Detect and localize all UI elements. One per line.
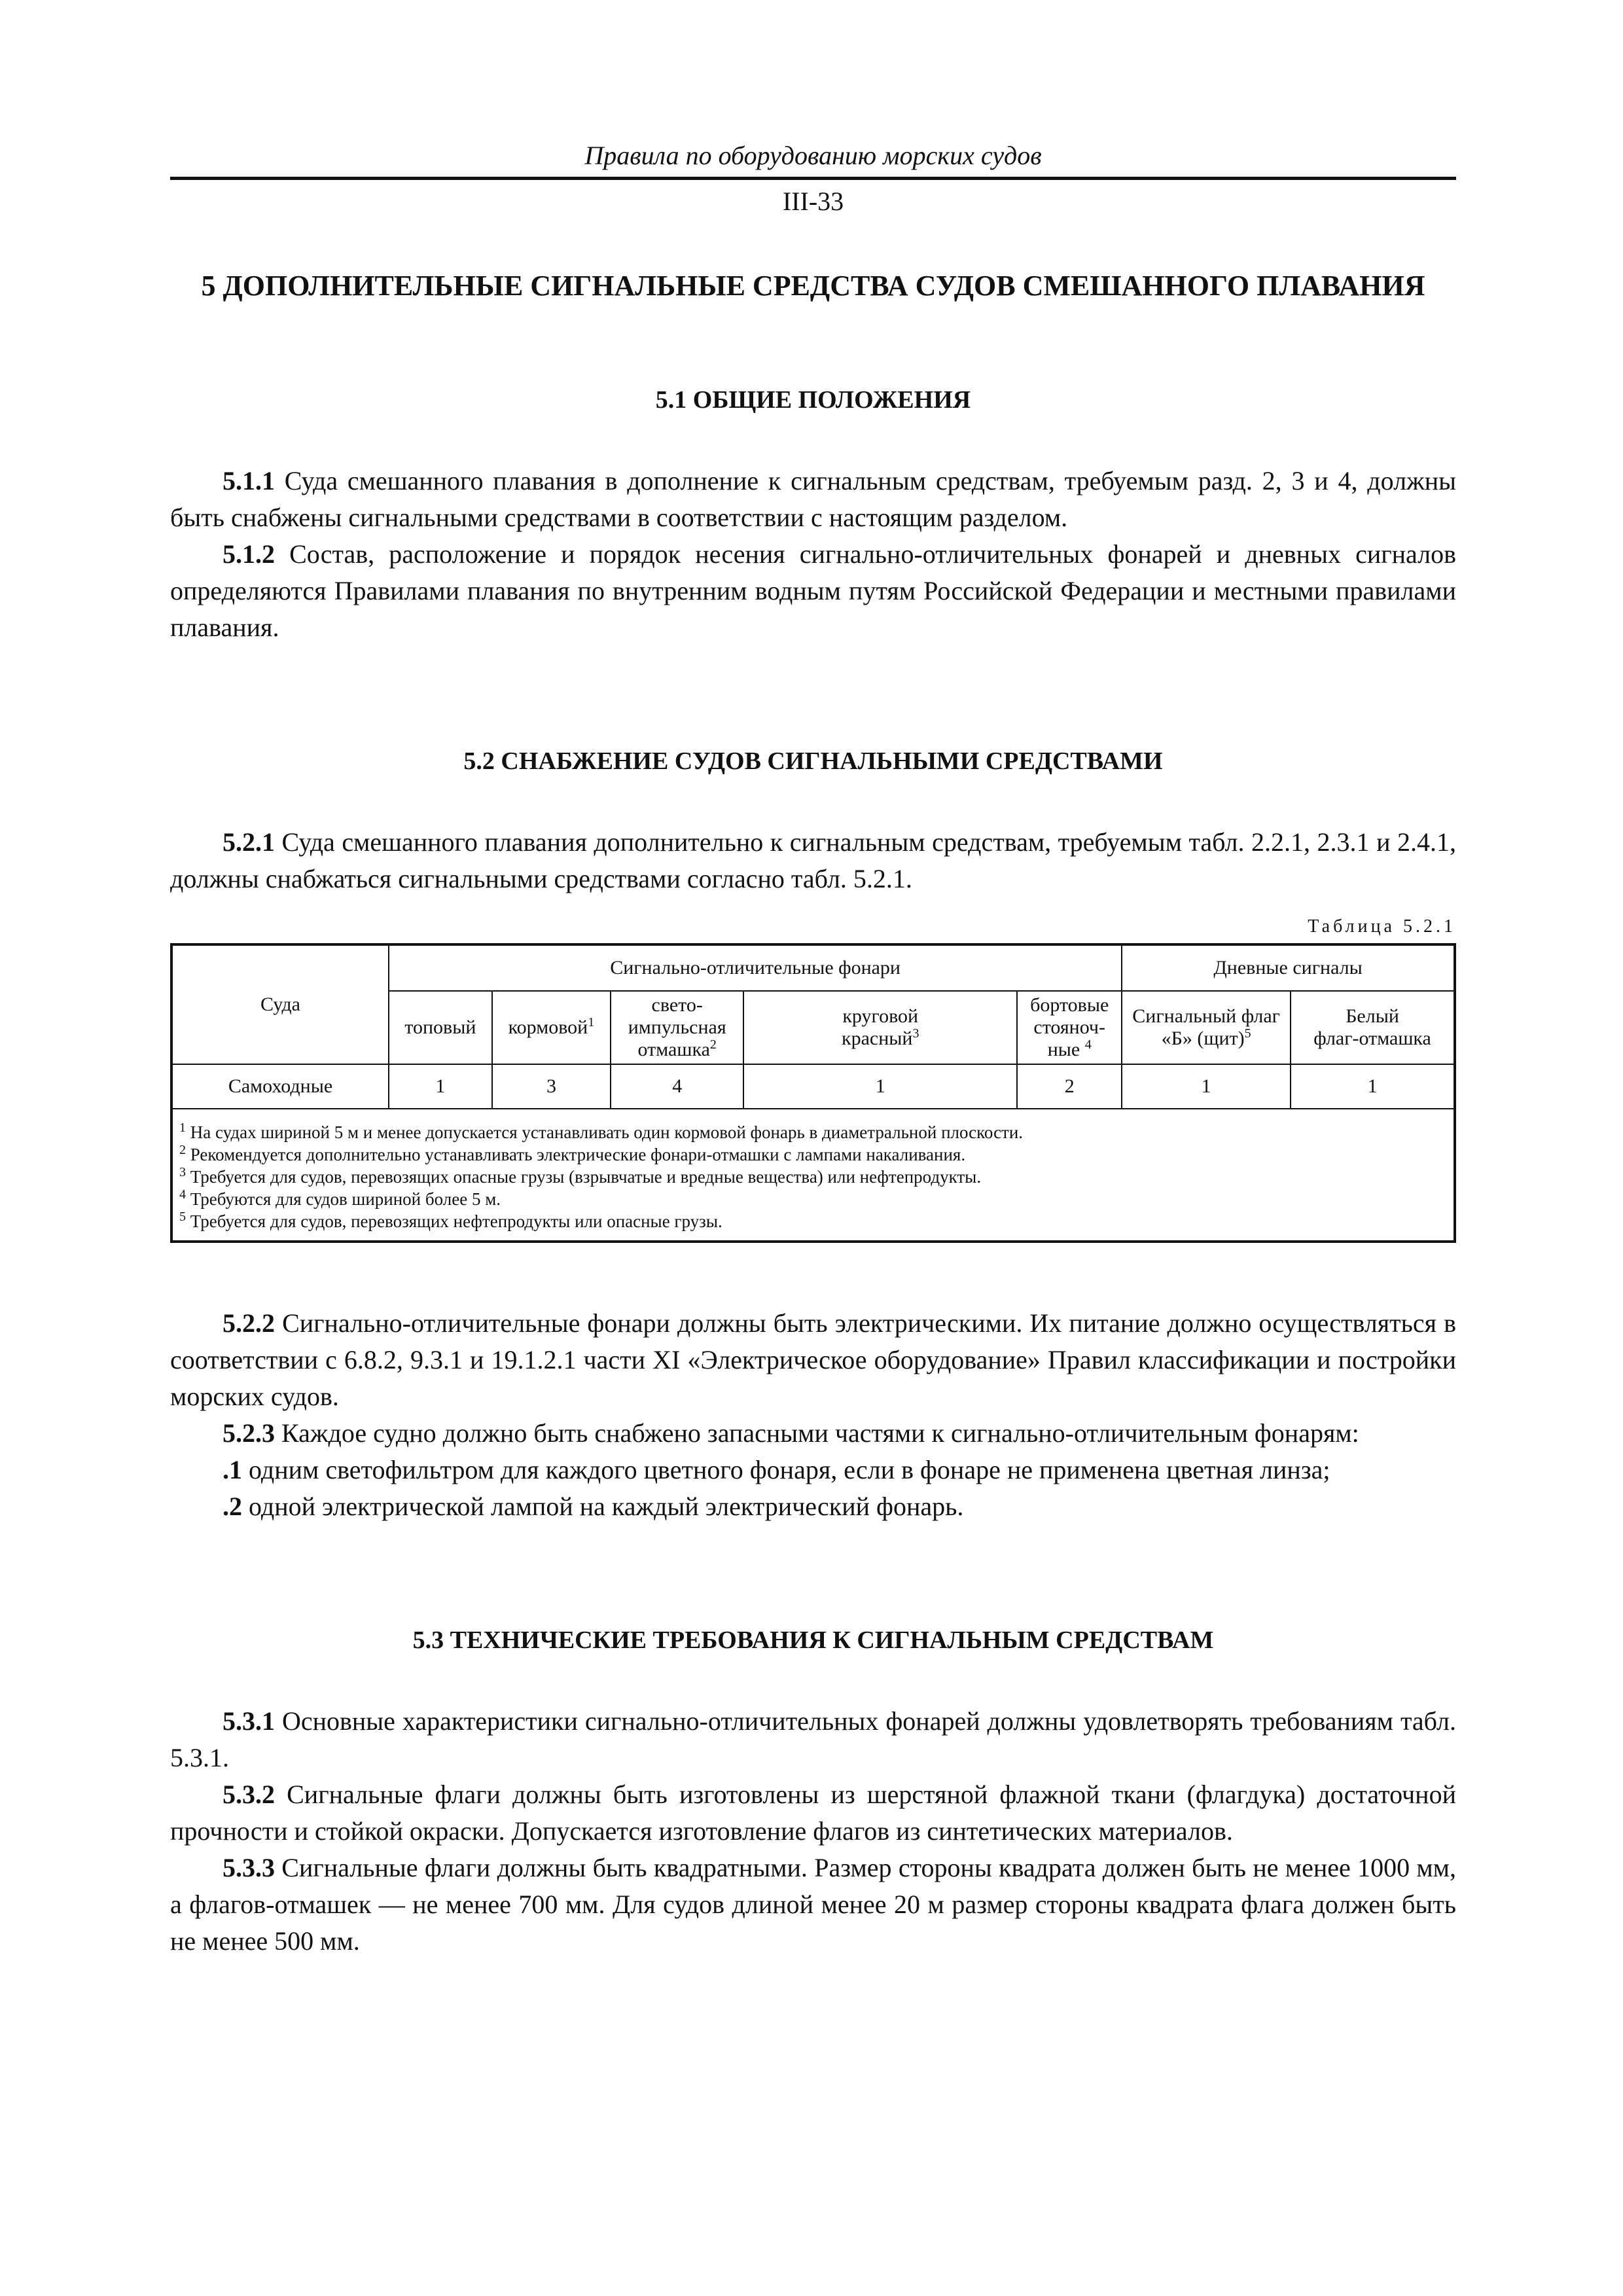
row-label: Самоходные — [171, 1064, 389, 1109]
table-cell: 4 — [611, 1064, 743, 1109]
page-number: III-33 — [782, 187, 844, 216]
paragraph-5-3-2 — [170, 1776, 1456, 1850]
table-cell: 2 — [1017, 1064, 1122, 1109]
document-page — [170, 137, 1456, 1960]
table-row — [171, 1064, 1455, 1109]
clause-number: 5.2.3 — [223, 1418, 275, 1448]
table-cell: 3 — [492, 1064, 611, 1109]
item-text: одним светофильтром для каждого цветного фонаря, если в фонаре не применена цветная линза; — [242, 1455, 1330, 1484]
col-flashing-light: свето- импульсная отмашка$^2$ — [611, 991, 743, 1064]
paragraph-5-2-1 — [170, 824, 1456, 897]
clause-text: Состав, расположение и порядок несения сигнально-отличительных фонарей и дневных сигналов определяются Правилами плавания по внутренним водным путям Российской Федерации и местными правилами плавания. — [170, 539, 1456, 642]
paragraph-5-2-2 — [170, 1305, 1456, 1415]
clause-number: 5.1.2 — [223, 539, 275, 569]
list-item-2 — [170, 1488, 1456, 1525]
paragraph-5-3-3 — [170, 1850, 1456, 1960]
clause-number: 5.2.1 — [223, 827, 275, 857]
table-caption: Таблица 5.2.1 — [1308, 916, 1456, 937]
clause-text: Сигнальные флаги должны быть квадратными. Размер стороны квадрата должен быть не менее 1000 мм, а флагов-отмашек — не менее 700 мм. Для судов длиной менее 20 м размер стороны квадрата флага должен быть не менее 500 мм. — [170, 1853, 1456, 1956]
table-cell: 1 — [389, 1064, 492, 1109]
paragraph-5-3-1 — [170, 1703, 1456, 1776]
table-cell: 1 — [1291, 1064, 1455, 1109]
signal-equipment-table — [170, 943, 1456, 1243]
col-side-anchor-lights: бортовые стояноч- ные $^4$ — [1017, 991, 1122, 1064]
clause-number: 5.3.3 — [223, 1853, 275, 1882]
paragraph-5-1-1 — [170, 463, 1456, 536]
footnote: $^4$ Требуются для судов шириной более 5 м. — [179, 1187, 501, 1209]
item-number: .2 — [223, 1492, 242, 1521]
list-item-1 — [170, 1452, 1456, 1488]
footnote: $^2$ Рекомендуется дополнительно устанавливать электрические фонари-отмашки с лампами накаливания. — [179, 1143, 966, 1164]
paragraph-5-2-3 — [170, 1415, 1456, 1452]
item-number: .1 — [223, 1455, 242, 1484]
footnote: $^5$ Требуется для судов, перевозящих нефтепродукты или опасные грузы. — [179, 1210, 722, 1231]
clause-text: Каждое судно должно быть снабжено запасными частями к сигнально-отличительным фонарям: — [275, 1418, 1359, 1448]
section-5-1-title: 5.1 ОБЩИЕ ПОЛОЖЕНИЯ — [655, 386, 971, 414]
running-title: Правила по оборудованию морских судов — [584, 141, 1042, 170]
section-5-3-title: 5.3 ТЕХНИЧЕСКИЕ ТРЕБОВАНИЯ К СИГНАЛЬНЫМ СРЕДСТВАМ — [412, 1626, 1214, 1654]
clause-text: Суда смешанного плавания в дополнение к сигнальным средствам, требуемым разд. 2, 3 и 4, должны быть снабжены сигнальными средствами в соответствии с настоящим разделом. — [170, 466, 1456, 532]
clause-text: Сигнальные флаги должны быть изготовлены из шерстяной флажной ткани (флагдука) достаточной прочности и стойкой окраски. Допускается изготовление флагов из синтетических материалов. — [170, 1780, 1456, 1846]
table-cell: 1 — [743, 1064, 1017, 1109]
clause-text: Основные характеристики сигнально-отличительных фонарей должны удовлетворять требованиям табл. 5.3.1. — [170, 1706, 1456, 1772]
table-footnotes — [171, 1109, 1455, 1242]
chapter-title: 5 ДОПОЛНИТЕЛЬНЫЕ СИГНАЛЬНЫЕ СРЕДСТВА СУДОВ СМЕШАННОГО ПЛАВАНИЯ — [201, 270, 1425, 302]
table-cell: 1 — [1122, 1064, 1291, 1109]
clause-number: 5.2.2 — [223, 1308, 275, 1338]
clause-number: 5.3.1 — [223, 1706, 275, 1736]
clause-number: 5.3.2 — [223, 1780, 275, 1809]
section-5-2-title: 5.2 СНАБЖЕНИЕ СУДОВ СИГНАЛЬНЫМИ СРЕДСТВАМИ — [463, 747, 1163, 775]
col-ships-header: Суда — [171, 944, 389, 1064]
group-lights-header: Сигнально-отличительные фонари — [389, 944, 1122, 991]
col-red-allround-light: круговой красный$^3$ — [743, 991, 1017, 1064]
clause-number: 5.1.1 — [223, 466, 275, 495]
footnote: $^1$ На судах шириной 5 м и менее допускается устанавливать один кормовой фонарь в диаметральной плоскости. — [179, 1121, 1024, 1142]
header-rule — [170, 177, 1456, 180]
item-text: одной электрической лампой на каждый электрический фонарь. — [242, 1492, 964, 1521]
clause-text: Суда смешанного плавания дополнительно к сигнальным средствам, требуемым табл. 2.2.1, 2.3.1 и 2.4.1, должны снабжаться сигнальными средствами согласно табл. 5.2.1. — [170, 827, 1456, 893]
col-white-flag: Белый флаг-отмашка — [1291, 991, 1455, 1064]
group-day-signals-header: Дневные сигналы — [1122, 944, 1455, 991]
col-masthead-light: топовый — [389, 991, 492, 1064]
paragraph-5-1-2 — [170, 536, 1456, 646]
col-signal-flag-b: Сигнальный флаг «Б» (щит)$^5$ — [1122, 991, 1291, 1064]
col-stern-light: кормовой$^1$ — [492, 991, 611, 1064]
footnote: $^3$ Требуется для судов, перевозящих опасные грузы (взрывчатые и вредные вещества) или нефтепродукты. — [179, 1165, 982, 1187]
clause-text: Сигнально-отличительные фонари должны быть электрическими. Их питание должно осуществляться в соответствии с 6.8.2, 9.3.1 и 19.1.2.1 части XI «Электрическое оборудование» Правил классификации и постройки морских судов. — [170, 1308, 1456, 1411]
